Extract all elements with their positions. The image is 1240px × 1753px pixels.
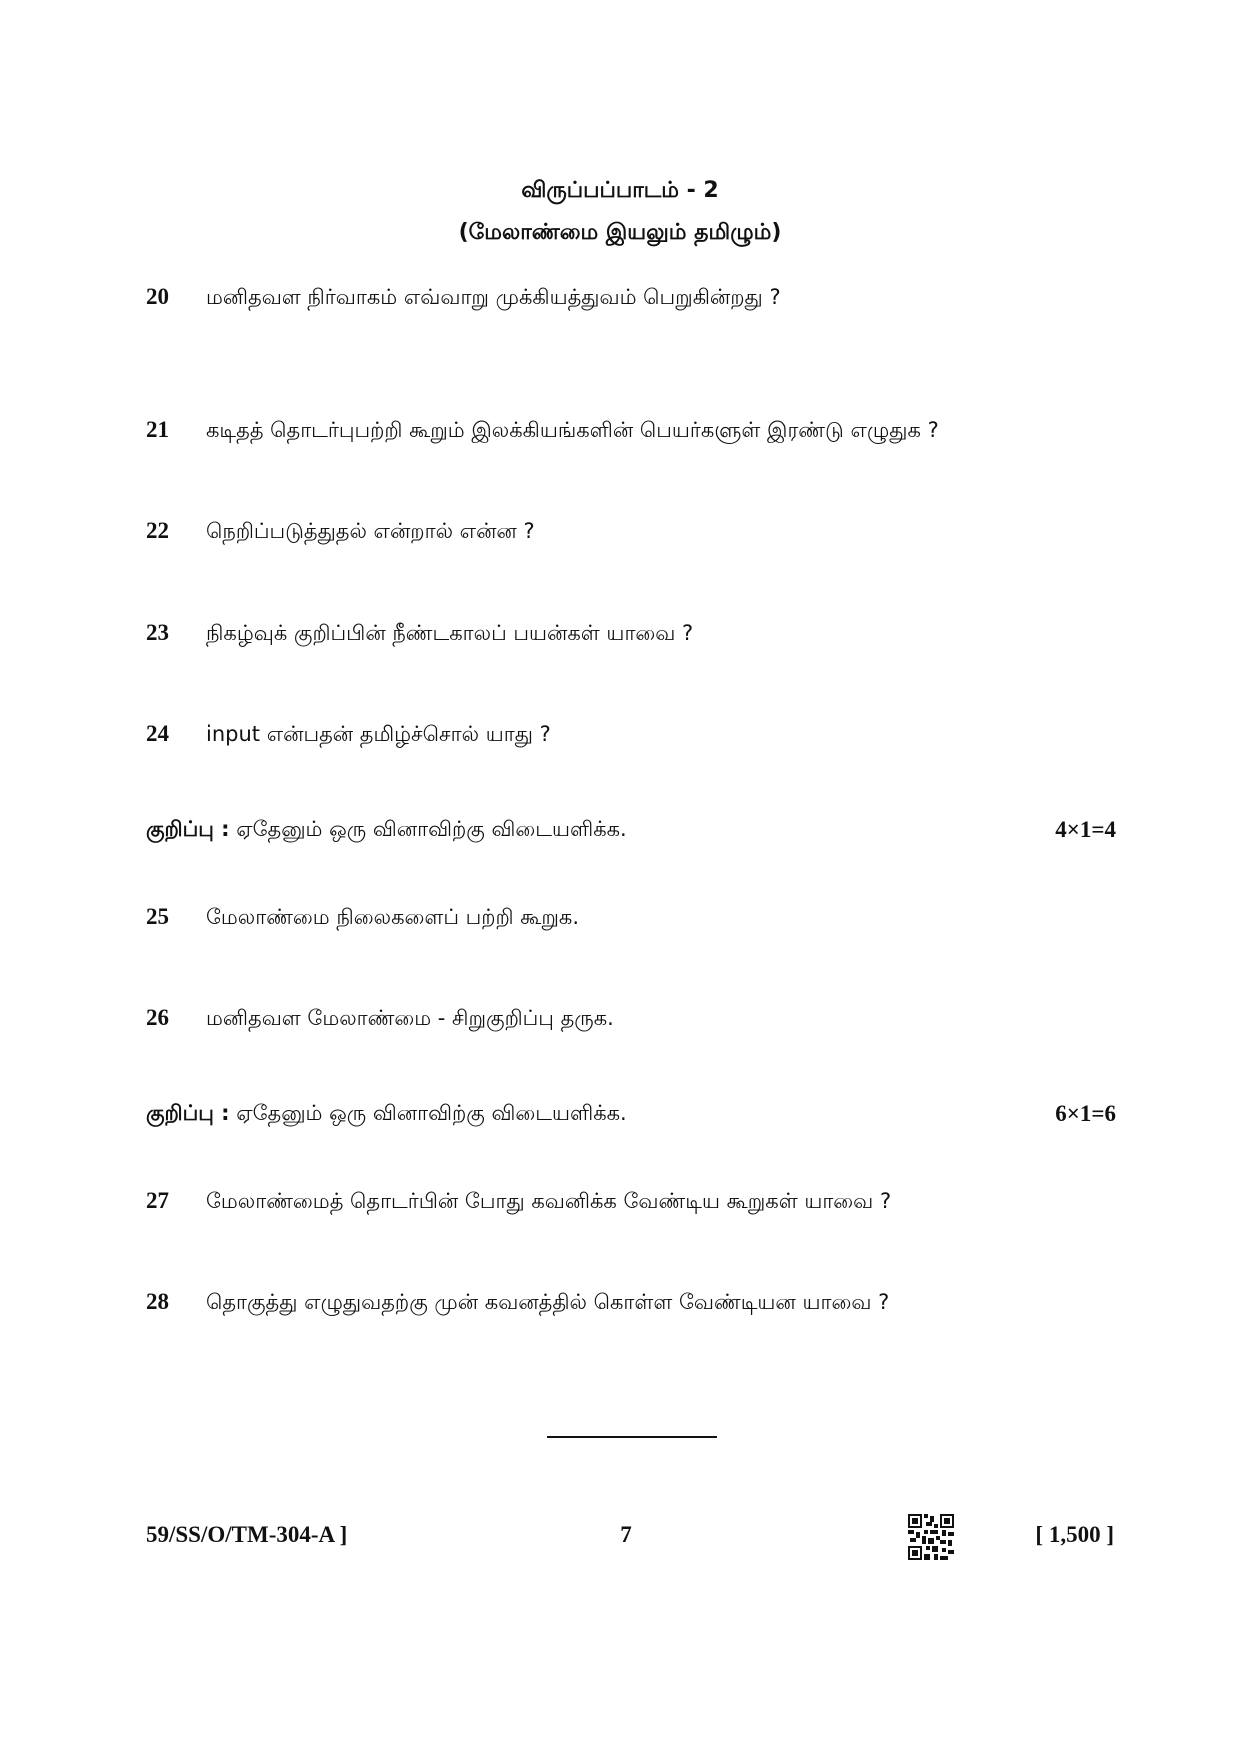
question-number: 21 <box>146 417 169 442</box>
copies-count: [ 1,500 ] <box>1035 1522 1114 1547</box>
question-text: நிகழ்வுக் குறிப்பின் நீண்டகாலப் பயன்கள் யாவை ? <box>206 621 694 645</box>
question-text: நெறிப்படுத்துதல் என்றால் என்ன ? <box>206 519 535 543</box>
question-22 <box>146 518 1126 546</box>
question-23 <box>146 620 1126 648</box>
note-text: ஏதேனும் ஒரு வினாவிற்கு விடையளிக்க. <box>236 1101 627 1125</box>
question-text: மேலாண்மைத் தொடர்பின் போது கவனிக்க வேண்டிய கூறுகள் யாவை ? <box>206 1189 892 1213</box>
question-text: மனிதவள நிர்வாகம் எவ்வாறு முக்கியத்துவம் பெறுகின்றது ? <box>206 285 781 309</box>
question-20 <box>146 284 1126 312</box>
marks-allocation: 6×1=6 <box>1055 1101 1116 1126</box>
question-text: மனிதவள மேலாண்மை - சிறுகுறிப்பு தருக. <box>206 1006 614 1030</box>
question-text: input என்பதன் தமிழ்ச்சொல் யாது ? <box>206 722 551 746</box>
question-text: மேலாண்மை நிலைகளைப் பற்றி கூறுக. <box>206 905 580 929</box>
question-number: 23 <box>146 620 169 645</box>
question-21 <box>146 417 1126 445</box>
question-text: கடிதத் தொடர்புபற்றி கூறும் இலக்கியங்களின் பெயர்களுள் இரண்டு எழுதுக ? <box>206 418 939 442</box>
question-number: 26 <box>146 1005 169 1030</box>
marks-allocation: 4×1=4 <box>1055 817 1116 842</box>
note-label: குறிப்பு : <box>146 1101 230 1125</box>
qr-code-icon <box>908 1514 954 1560</box>
question-28 <box>146 1289 1126 1317</box>
instruction-note <box>146 817 1116 844</box>
question-number: 24 <box>146 721 169 746</box>
question-24 <box>146 721 1126 749</box>
question-text: தொகுத்து எழுதுவதற்கு முன் கவனத்தில் கொள்ள வேண்டியன யாவை ? <box>206 1290 890 1314</box>
section-subtitle: (மேலாண்மை இயலும் தமிழும்) <box>458 220 782 245</box>
note-text: ஏதேனும் ஒரு வினாவிற்கு விடையளிக்க. <box>236 817 627 841</box>
instruction-note <box>146 1101 1116 1128</box>
question-number: 27 <box>146 1188 169 1213</box>
question-number: 20 <box>146 284 169 309</box>
paper-code: 59/SS/O/TM-304-A ] <box>146 1522 348 1547</box>
question-number: 25 <box>146 904 169 929</box>
section-title: விருப்பப்பாடம் - 2 <box>521 178 719 203</box>
page-number: 7 <box>620 1522 632 1547</box>
note-label: குறிப்பு : <box>146 817 230 841</box>
question-number: 22 <box>146 518 169 543</box>
question-number: 28 <box>146 1289 169 1314</box>
question-27 <box>146 1188 1126 1216</box>
question-25 <box>146 904 1126 932</box>
question-26 <box>146 1005 1126 1033</box>
end-divider <box>547 1436 717 1438</box>
